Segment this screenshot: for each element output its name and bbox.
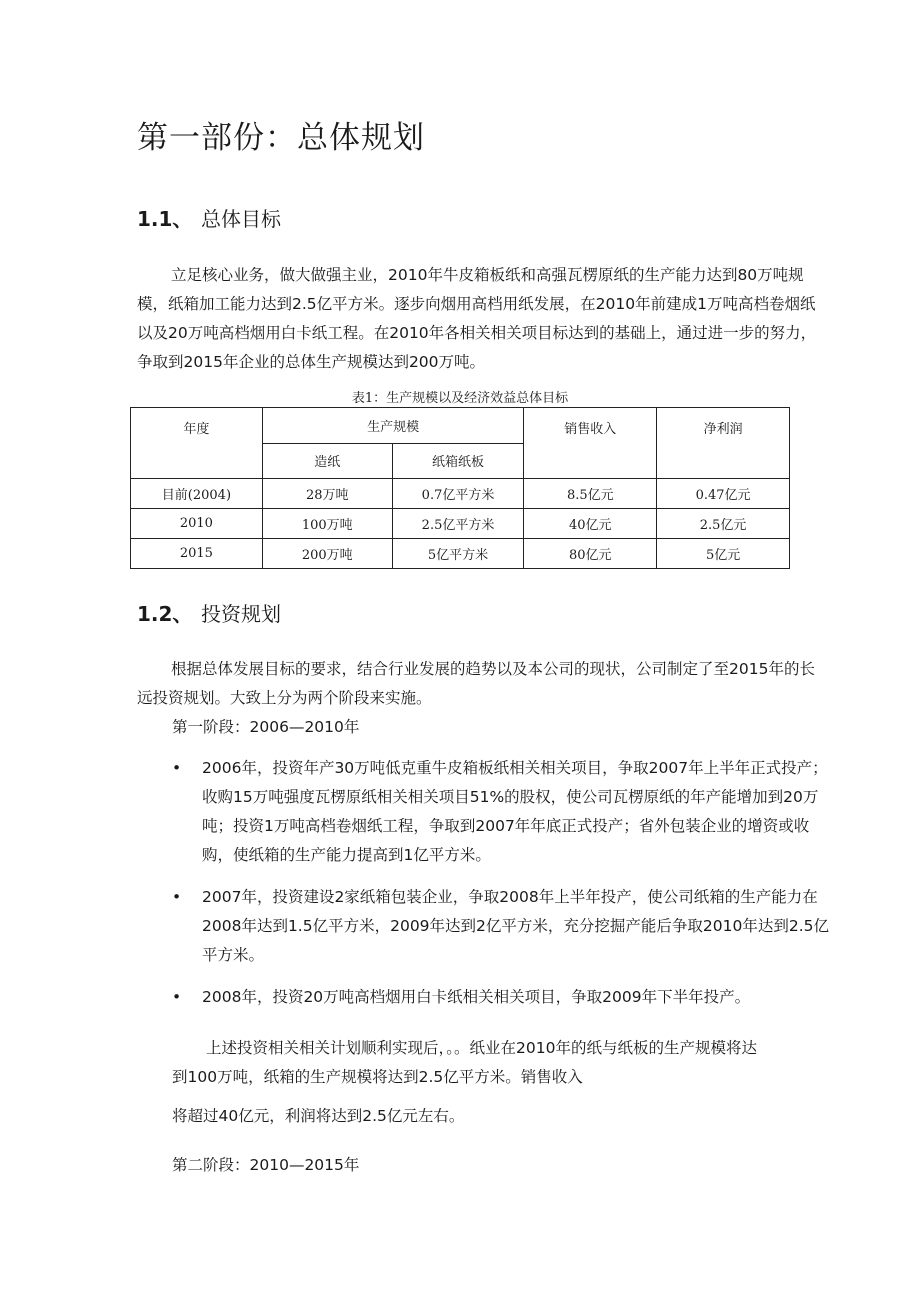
- cell-year: 2010: [131, 509, 263, 539]
- section-heading-investment: [137, 598, 281, 627]
- bullet-icon: •: [172, 759, 182, 777]
- section-title: 总体目标: [201, 207, 281, 231]
- cell-revenue: 40亿元: [524, 509, 657, 539]
- summary-line-1: 上述投资相关相关计划顺利实现后，。。纸业在2010年的纸与纸板的生产规模将达: [206, 1039, 757, 1057]
- bullet-text: 2006年，投资年产30万吨低克重牛皮箱板纸相关相关项目，争取2007年上半年正式投产；收购15万吨强度瓦楞原纸相关相关项目51%的股权，使公司瓦楞原纸的年产能增加到20万吨；投资1万吨高档卷烟纸工程，争取到2007年年底正式投产；省外包装企业的增资或收购，使纸箱的生产能力提高到1亿平方米。: [202, 759, 828, 864]
- list-item: [172, 754, 832, 870]
- table-row: [131, 479, 790, 509]
- bullet-icon: •: [172, 988, 182, 1006]
- table-caption: 表1：生产规模以及经济效益总体目标: [351, 391, 569, 406]
- table-header-row: [131, 408, 790, 444]
- header-revenue: 销售收入: [524, 408, 657, 479]
- page-title: 第一部份：总体规划: [137, 120, 425, 156]
- bullet-text: 2007年，投资建设2家纸箱包装企业，争取2008年上半年投产，使公司纸箱的生产能力在2008年达到1.5亿平方米，2009年达到2亿平方米，充分挖掘产能后争取2010年达到2.5亿平方米。: [202, 888, 830, 964]
- summary-line-2: 到100万吨，纸箱的生产规模将达到2.5亿平方米。销售收入: [172, 1068, 583, 1086]
- cell-carton: 2.5亿平方米: [392, 509, 524, 539]
- section-number: 1.1、: [137, 207, 193, 231]
- header-scale: 生产规模: [262, 408, 524, 444]
- list-item: [172, 983, 832, 1012]
- summary-line-3: 将超过40亿元，利润将达到2.5亿元左右。: [172, 1107, 465, 1125]
- cell-carton: 0.7亿平方米: [392, 479, 524, 509]
- goals-paragraph: 立足核心业务，做大做强主业，2010年牛皮箱板纸和高强瓦楞原纸的生产能力达到80万吨规模，纸箱加工能力达到2.5亿平方米。逐步向烟用高档用纸发展，在2010年前建成1万吨高档卷烟纸以及20万吨高档烟用白卡纸工程。在2010年各相关相关项目标达到的基础上，通过进一步的努力，争取到2015年企业的总体生产规模达到200万吨。: [137, 266, 817, 371]
- targets-table: [130, 407, 790, 569]
- header-paper: 造纸: [262, 443, 392, 479]
- list-item: [172, 883, 832, 970]
- cell-revenue: 80亿元: [524, 539, 657, 569]
- cell-carton: 5亿平方米: [392, 539, 524, 569]
- cell-profit: 2.5亿元: [657, 509, 790, 539]
- investment-bullet-list: [172, 754, 832, 1025]
- cell-year: 目前(2004): [131, 479, 263, 509]
- cell-paper: 28万吨: [262, 479, 392, 509]
- bullet-text: 2008年，投资20万吨高档烟用白卡纸相关相关项目，争取2009年下半年投产。: [202, 988, 751, 1006]
- investment-paragraph: 根据总体发展目标的要求，结合行业发展的趋势以及本公司的现状，公司制定了至2015年的长远投资规划。大致上分为两个阶段来实施。: [137, 660, 815, 707]
- cell-year: 2015: [131, 539, 263, 569]
- section-number: 1.2、: [137, 602, 193, 626]
- cell-paper: 100万吨: [262, 509, 392, 539]
- header-profit: 净利润: [657, 408, 790, 479]
- cell-profit: 0.47亿元: [657, 479, 790, 509]
- section-heading-goals: [137, 203, 281, 232]
- section-title: 投资规划: [201, 602, 281, 626]
- cell-revenue: 8.5亿元: [524, 479, 657, 509]
- phase-two-label: 第二阶段：2010—2015年: [172, 1156, 360, 1174]
- header-year: 年度: [131, 408, 263, 479]
- table-row: [131, 509, 790, 539]
- cell-paper: 200万吨: [262, 539, 392, 569]
- cell-profit: 5亿元: [657, 539, 790, 569]
- phase-one-label: 第一阶段：2006—2010年: [172, 718, 360, 736]
- bullet-icon: •: [172, 888, 182, 906]
- table-row: [131, 539, 790, 569]
- header-carton: 纸箱纸板: [392, 443, 524, 479]
